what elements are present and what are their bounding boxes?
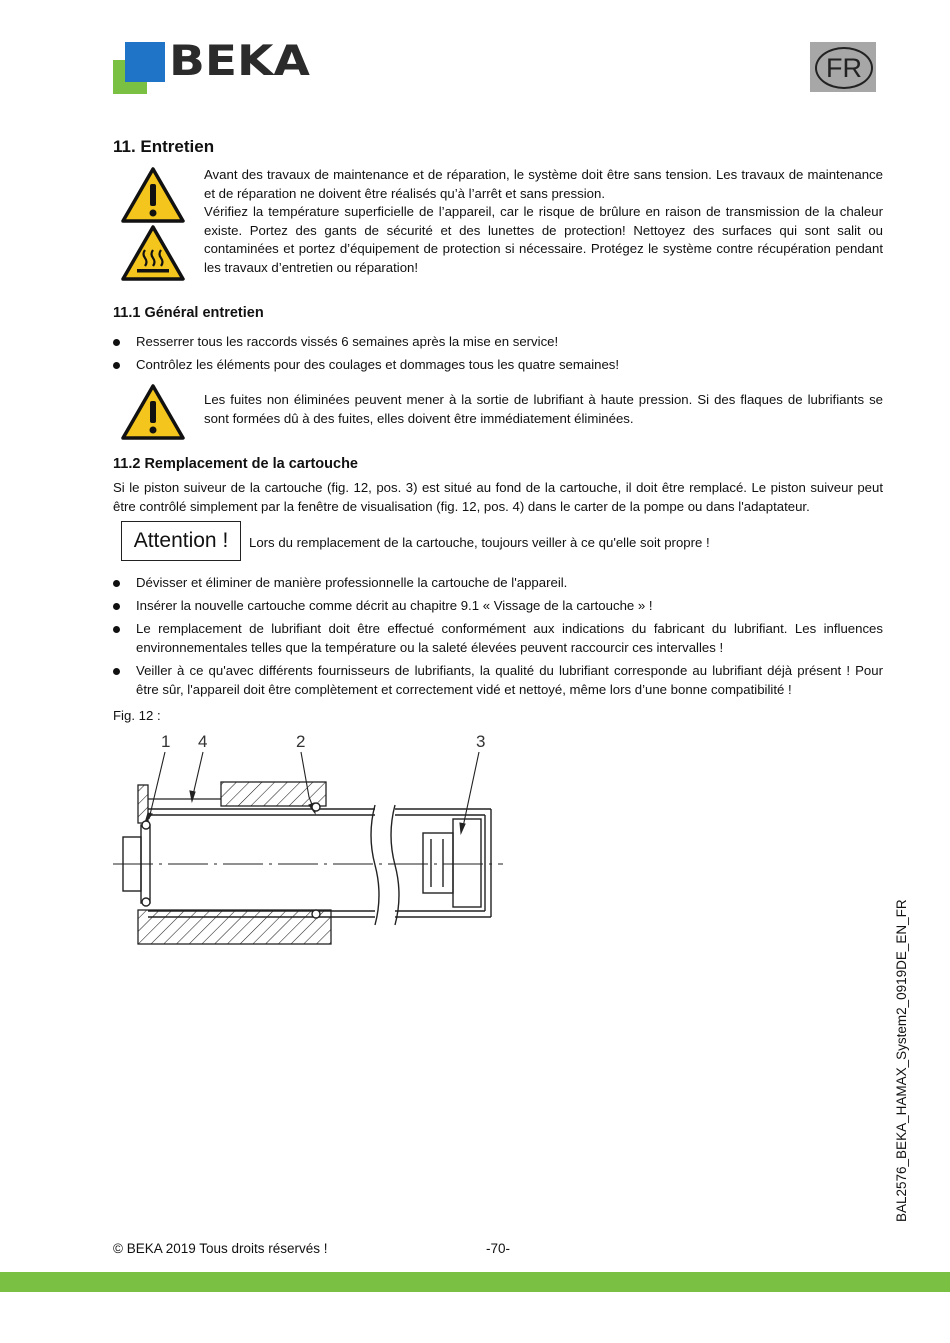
housing-lower — [138, 910, 331, 944]
language-badge — [810, 42, 876, 92]
section-11-2-intro: Si le piston suiveur de la cartouche (fig. 12, pos. 3) est situé au fond de la cartouche, il doit être remplacé. Le piston suiveur peut être contrôlé simplement par la fenêtre de visualisation (fig. 12, pos. 4) dans le carter de la pompe ou dans l'adaptateur. — [113, 480, 883, 514]
list-item: Insérer la nouvelle cartouche comme décrit au chapitre 9.1 « Vissage de la cartouche » ! — [113, 597, 883, 616]
language-badge-label: FR — [815, 47, 873, 89]
section-11-title: 11. Entretien — [113, 137, 215, 156]
hot-surface-icon — [120, 224, 186, 282]
callout-3: 3 — [476, 732, 486, 751]
footer-copyright: © BEKA 2019 Tous droits réservés ! — [113, 1241, 328, 1256]
section-11-1-title: 11.1 Général entretien — [113, 305, 264, 321]
seal-upper-right — [312, 803, 320, 811]
seal-lower-right — [312, 910, 320, 918]
bullet-icon — [113, 626, 120, 633]
figure-label: Fig. 12 : — [113, 708, 161, 723]
section-11-2-bullet-list — [113, 574, 883, 704]
attention-label: Attention ! — [121, 521, 241, 561]
list-item: Resserrer tous les raccords vissés 6 semaines après la mise en service! — [113, 333, 883, 352]
callout-4: 4 — [198, 732, 208, 751]
section-11-1-warning-text: Les fuites non éliminées peuvent mener à la sortie de lubrifiant à haute pression. Si des flaques de lubrifiants se sont formées dû à des fuites, elles doivent être immédiatement éliminées. — [204, 392, 883, 426]
callout-2: 2 — [296, 732, 306, 751]
bullet-icon — [113, 580, 120, 587]
warning-triangle-icon — [120, 166, 186, 224]
footer-page-number: -70- — [486, 1241, 511, 1256]
section-11-1-bullet-list — [113, 333, 883, 379]
seal-upper-left — [142, 821, 150, 829]
logo-wordmark: BEKA — [169, 36, 310, 85]
bullet-icon — [113, 362, 120, 369]
warning-triangle-icon — [120, 383, 186, 441]
attention-text: Lors du remplacement de la cartouche, toujours veiller à ce qu'elle soit propre ! — [249, 535, 710, 550]
callout-1: 1 — [161, 732, 171, 751]
cartridge-diagram — [113, 727, 508, 957]
section-11-warning — [204, 166, 883, 278]
section-11-warning-text: Avant des travaux de maintenance et de réparation, le système doit être sans tension. Les travaux de maintenance et de réparation ne doivent être réalisés qu’à l’arrêt et sans pression. — [204, 167, 883, 201]
section-11-warning-text-2: Vérifiez la température superficielle de l’appareil, car le risque de brûlure en raison de transmission de la chaleur existe. Portez des gants de sécurité et des lunettes de protection! Nettoyez des surfaces qui sont salit ou contaminées et portez d’équipement de protection si nécessaire. Protégez le système contre récupération pendant les travaux d’entretien ou réparation! — [204, 204, 883, 275]
list-item: Veiller à ce qu'avec différents fournisseurs de lubrifiants, la qualité du lubrifiant corresponde au lubrifiant déjà présent ! Pour être sûr, l'appareil doit être complètement et correctement vidé et nettoyé, même lors d’une bonne compatibilité ! — [113, 662, 883, 699]
document-id: BAL2576_BEKA_HAMAX_System2_0919DE_EN_FR — [894, 899, 909, 1222]
logo-blue-square — [125, 42, 165, 82]
housing-upper-right — [221, 782, 326, 806]
footer-green-bar — [0, 1272, 950, 1292]
bullet-icon — [113, 668, 120, 675]
list-item: Contrôlez les éléments pour des coulages et dommages tous les quatre semaines! — [113, 356, 883, 375]
bullet-icon — [113, 603, 120, 610]
beka-logo — [113, 36, 328, 94]
seal-lower-left — [142, 898, 150, 906]
bullet-icon — [113, 339, 120, 346]
list-item: Dévisser et éliminer de manière professionnelle la cartouche de l'appareil. — [113, 574, 883, 593]
housing-flange-upper — [138, 785, 148, 823]
section-11-2-title: 11.2 Remplacement de la cartouche — [113, 456, 358, 472]
list-item: Le remplacement de lubrifiant doit être effectué conformément aux indications du fabricant du lubrifiant. Les influences environnementales telles que la température ou la saleté élevées peuvent raccourcir ces intervalles ! — [113, 620, 883, 657]
